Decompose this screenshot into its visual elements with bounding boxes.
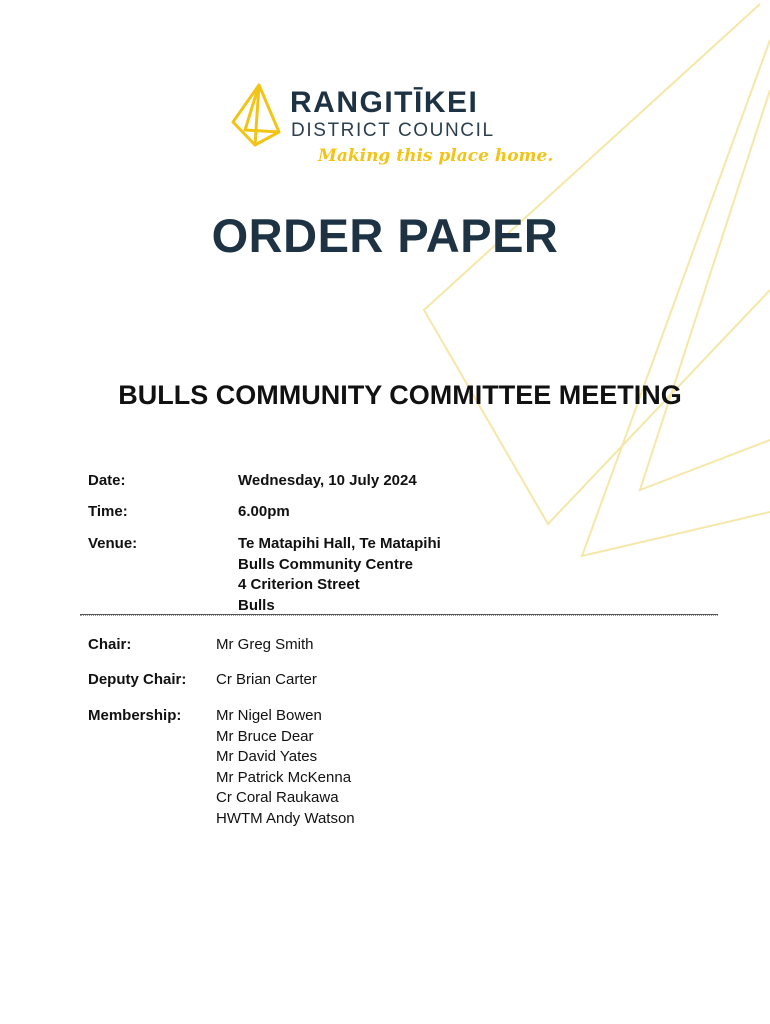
venue-value <box>238 534 441 616</box>
chair-value: Mr Greg Smith <box>216 636 314 653</box>
org-tagline: Making this place home. <box>318 146 554 166</box>
document-title: ORDER PAPER <box>211 209 559 262</box>
deputy-chair-value: Cr Brian Carter <box>216 671 317 688</box>
time-value: 6.00pm <box>238 503 290 520</box>
member-item: Mr Nigel Bowen <box>216 707 322 724</box>
venue-line: Bulls Community Centre <box>238 555 414 573</box>
section-divider <box>80 614 718 616</box>
venue-line: Bulls <box>238 596 275 614</box>
venue-label: Venue: <box>88 535 138 552</box>
time-label: Time: <box>88 503 128 520</box>
venue-line: Te Matapihi Hall, Te Matapihi <box>238 535 441 552</box>
meeting-title: BULLS COMMUNITY COMMITTEE MEETING <box>118 380 682 410</box>
org-subtitle: DISTRICT COUNCIL <box>291 120 495 141</box>
date-label: Date: <box>88 472 126 489</box>
membership-label: Membership: <box>88 707 182 724</box>
council-logo-icon <box>229 82 283 148</box>
org-name: RANGITĪKEI <box>290 86 479 119</box>
venue-line: 4 Criterion Street <box>238 576 360 593</box>
membership-list <box>216 706 355 829</box>
date-value: Wednesday, 10 July 2024 <box>238 472 417 489</box>
member-item: Mr Bruce Dear <box>216 727 314 745</box>
member-item: Cr Coral Raukawa <box>216 789 339 806</box>
member-item: Mr David Yates <box>216 748 318 765</box>
member-item: Mr Patrick McKenna <box>216 768 352 786</box>
member-item: HWTM Andy Watson <box>216 809 355 827</box>
chair-label: Chair: <box>88 636 132 653</box>
deputy-chair-label: Deputy Chair: <box>88 671 187 688</box>
